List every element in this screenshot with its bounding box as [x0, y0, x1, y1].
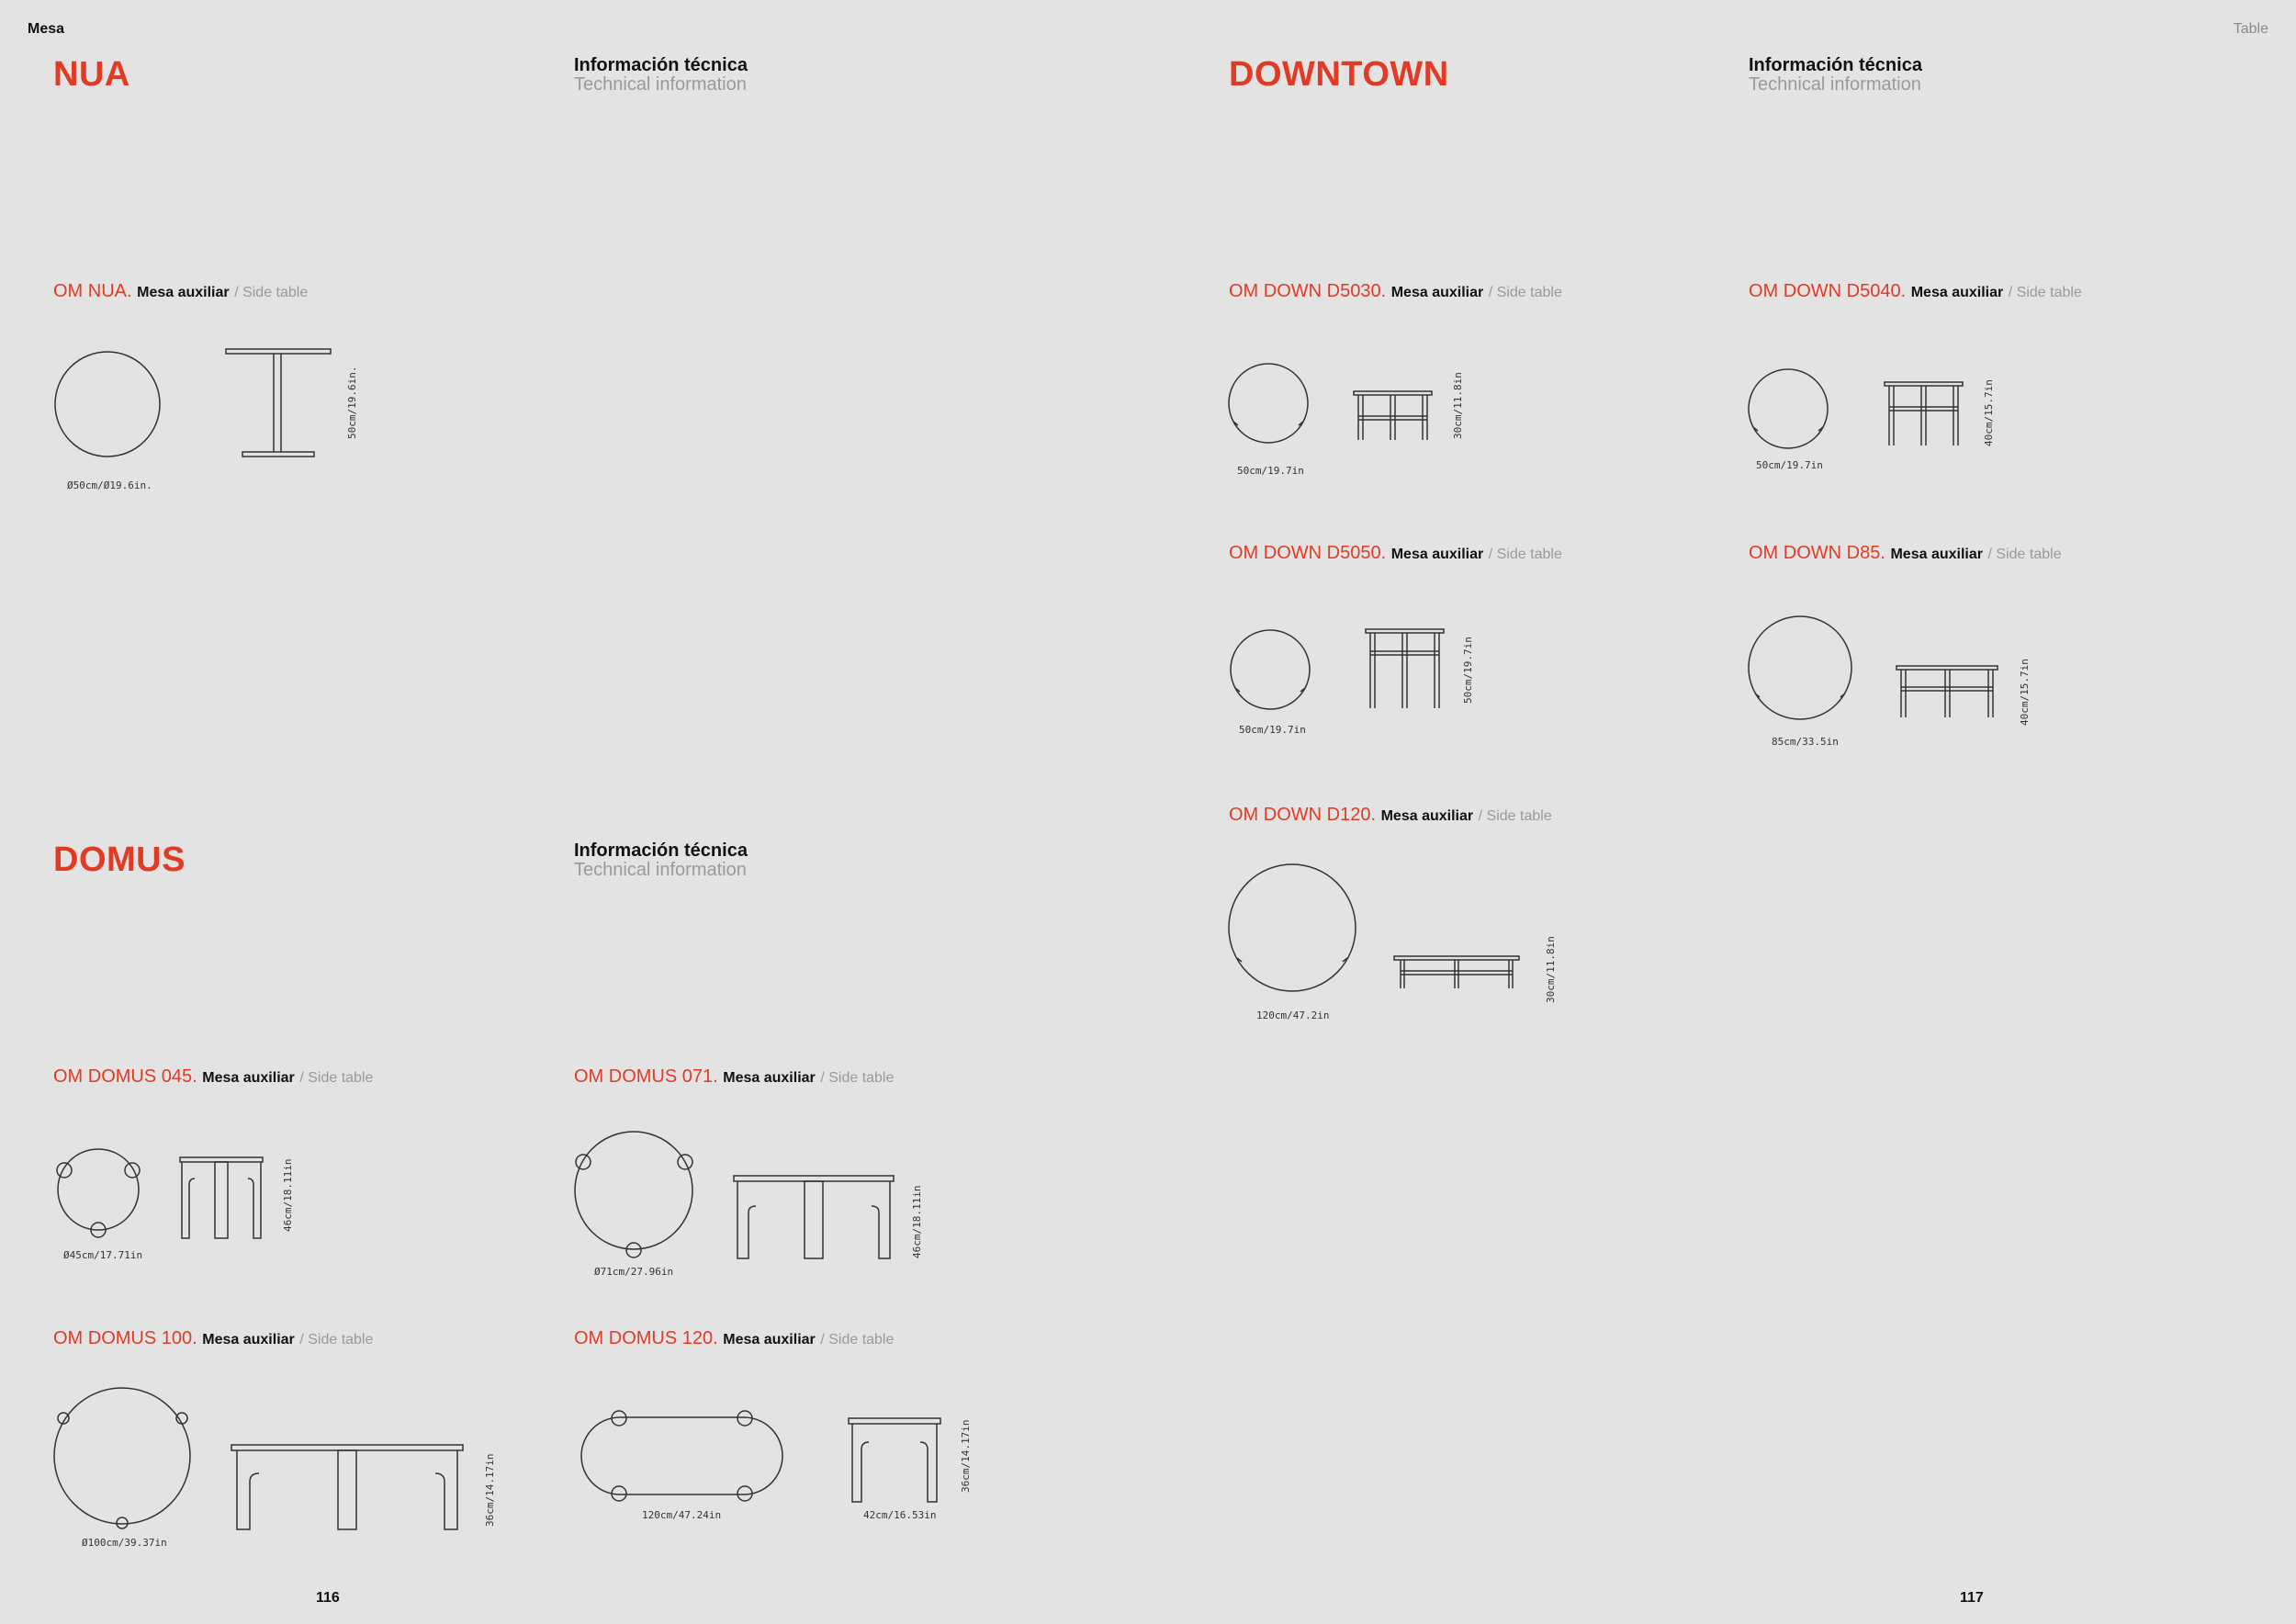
model-type-en: / Side table: [820, 1070, 895, 1086]
section-title-domus: DOMUS: [53, 840, 186, 879]
model-nua: [53, 281, 308, 302]
model-code: OM DOMUS 045.: [53, 1066, 197, 1087]
d5040-elevation-drawing: [1883, 379, 1965, 448]
domus-120-width-dimension: 42cm/16.53in: [863, 1509, 937, 1521]
model-type-es: Mesa auxiliar: [1890, 547, 1983, 562]
nua-elevation-drawing: [220, 344, 340, 464]
tech-info-en: Technical information: [1749, 74, 1921, 95]
model-domus-120: [574, 1328, 894, 1349]
model-code: OM DOMUS 071.: [574, 1066, 718, 1087]
model-down-d5040: [1749, 281, 2082, 302]
tech-info-en: Technical information: [574, 74, 747, 95]
model-domus-045: [53, 1066, 373, 1088]
model-type-en: / Side table: [1478, 808, 1552, 824]
model-type-es: Mesa auxiliar: [202, 1332, 295, 1348]
model-type-en: / Side table: [1488, 547, 1562, 562]
domus-120-plan-dimension: 120cm/47.24in: [642, 1509, 722, 1521]
model-type-en: / Side table: [820, 1332, 895, 1348]
d120-height-dimension: 30cm/11.8in: [1545, 936, 1557, 1003]
model-type-es: Mesa auxiliar: [1380, 808, 1474, 824]
model-type-en: / Side table: [2008, 285, 2082, 300]
model-type-es: Mesa auxiliar: [723, 1332, 816, 1348]
domus-045-plan-drawing: [51, 1144, 152, 1240]
d85-plan-drawing: [1745, 613, 1855, 723]
model-code: OM DOMUS 120.: [574, 1328, 718, 1348]
tech-info-es: Información técnica: [574, 840, 748, 861]
nua-plan-drawing: [51, 347, 170, 462]
model-code: OM NUA.: [53, 281, 132, 301]
d5040-plan-dimension: 50cm/19.7in: [1756, 459, 1823, 471]
model-code: OM DOWN D120.: [1229, 805, 1377, 825]
model-type-es: Mesa auxiliar: [202, 1070, 295, 1086]
model-down-d120: [1229, 805, 1552, 826]
domus-071-plan-dimension: Ø71cm/27.96in: [594, 1266, 674, 1278]
d5030-height-dimension: 30cm/11.8in: [1452, 372, 1464, 439]
d120-plan-drawing: [1226, 862, 1359, 995]
page-header-left: Mesa: [28, 21, 65, 37]
tech-info-nua: [574, 56, 748, 95]
domus-071-plan-drawing: [569, 1125, 703, 1258]
tech-info-domus: [574, 841, 748, 880]
domus-045-plan-dimension: Ø45cm/17.71in: [63, 1249, 143, 1261]
tech-info-en: Technical information: [574, 860, 747, 880]
d120-plan-dimension: 120cm/47.2in: [1256, 1009, 1330, 1021]
domus-071-height-dimension: 46cm/18.11in: [911, 1185, 923, 1258]
model-type-es: Mesa auxiliar: [1910, 285, 2004, 300]
model-code: OM DOWN D5030.: [1229, 281, 1387, 301]
domus-100-height-dimension: 36cm/14.17in: [484, 1453, 496, 1527]
page-number-left: 116: [316, 1590, 340, 1606]
domus-100-elevation-drawing: [228, 1440, 467, 1532]
d85-elevation-drawing: [1895, 663, 2000, 720]
d85-plan-dimension: 85cm/33.5in: [1772, 736, 1839, 748]
model-code: OM DOMUS 100.: [53, 1328, 197, 1348]
model-down-d5050: [1229, 543, 1562, 564]
tech-info-es: Información técnica: [1749, 55, 1922, 75]
domus-045-height-dimension: 46cm/18.11in: [282, 1158, 294, 1232]
d120-elevation-drawing: [1392, 953, 1521, 992]
domus-120-plan-drawing: [569, 1410, 794, 1502]
model-type-es: Mesa auxiliar: [1390, 285, 1484, 300]
model-type-en: / Side table: [299, 1332, 374, 1348]
d5030-elevation-drawing: [1352, 389, 1435, 444]
section-title-nua: NUA: [53, 55, 130, 94]
domus-071-elevation-drawing: [730, 1171, 895, 1263]
model-type-en: / Side table: [1488, 285, 1562, 300]
d5050-height-dimension: 50cm/19.7in: [1462, 637, 1474, 704]
model-type-es: Mesa auxiliar: [137, 285, 230, 300]
d85-height-dimension: 40cm/15.7in: [2019, 659, 2031, 726]
tech-info-es: Información técnica: [574, 55, 748, 75]
d5050-plan-drawing: [1227, 627, 1314, 715]
domus-100-plan-drawing: [51, 1382, 197, 1529]
d5050-plan-dimension: 50cm/19.7in: [1239, 724, 1306, 736]
d5050-elevation-drawing: [1364, 626, 1446, 711]
model-code: OM DOWN D85.: [1749, 543, 1885, 563]
domus-045-elevation-drawing: [174, 1153, 266, 1245]
nua-plan-dimension: Ø50cm/Ø19.6in.: [67, 479, 152, 491]
model-domus-071: [574, 1066, 894, 1088]
page-header-right: Table: [2233, 21, 2268, 37]
model-type-en: / Side table: [1987, 547, 2062, 562]
model-type-es: Mesa auxiliar: [1390, 547, 1484, 562]
domus-120-elevation-drawing: [845, 1415, 946, 1506]
nua-height-dimension: 50cm/19.6in.: [346, 366, 358, 439]
model-code: OM DOWN D5050.: [1229, 543, 1387, 563]
page-number-right: 117: [1960, 1590, 1984, 1606]
model-down-d85: [1749, 543, 2062, 564]
d5030-plan-dimension: 50cm/19.7in: [1237, 465, 1304, 477]
model-domus-100: [53, 1328, 373, 1349]
d5040-plan-drawing: [1745, 367, 1832, 454]
model-type-en: / Side table: [234, 285, 309, 300]
model-down-d5030: [1229, 281, 1562, 302]
d5040-height-dimension: 40cm/15.7in: [1983, 379, 1995, 446]
d5030-plan-drawing: [1226, 361, 1313, 448]
domus-120-height-dimension: 36cm/14.17in: [960, 1419, 972, 1493]
model-type-en: / Side table: [299, 1070, 374, 1086]
domus-100-plan-dimension: Ø100cm/39.37in: [82, 1537, 167, 1549]
tech-info-downtown: [1749, 56, 1922, 95]
section-title-downtown: DOWNTOWN: [1229, 55, 1449, 94]
model-code: OM DOWN D5040.: [1749, 281, 1907, 301]
model-type-es: Mesa auxiliar: [723, 1070, 816, 1086]
